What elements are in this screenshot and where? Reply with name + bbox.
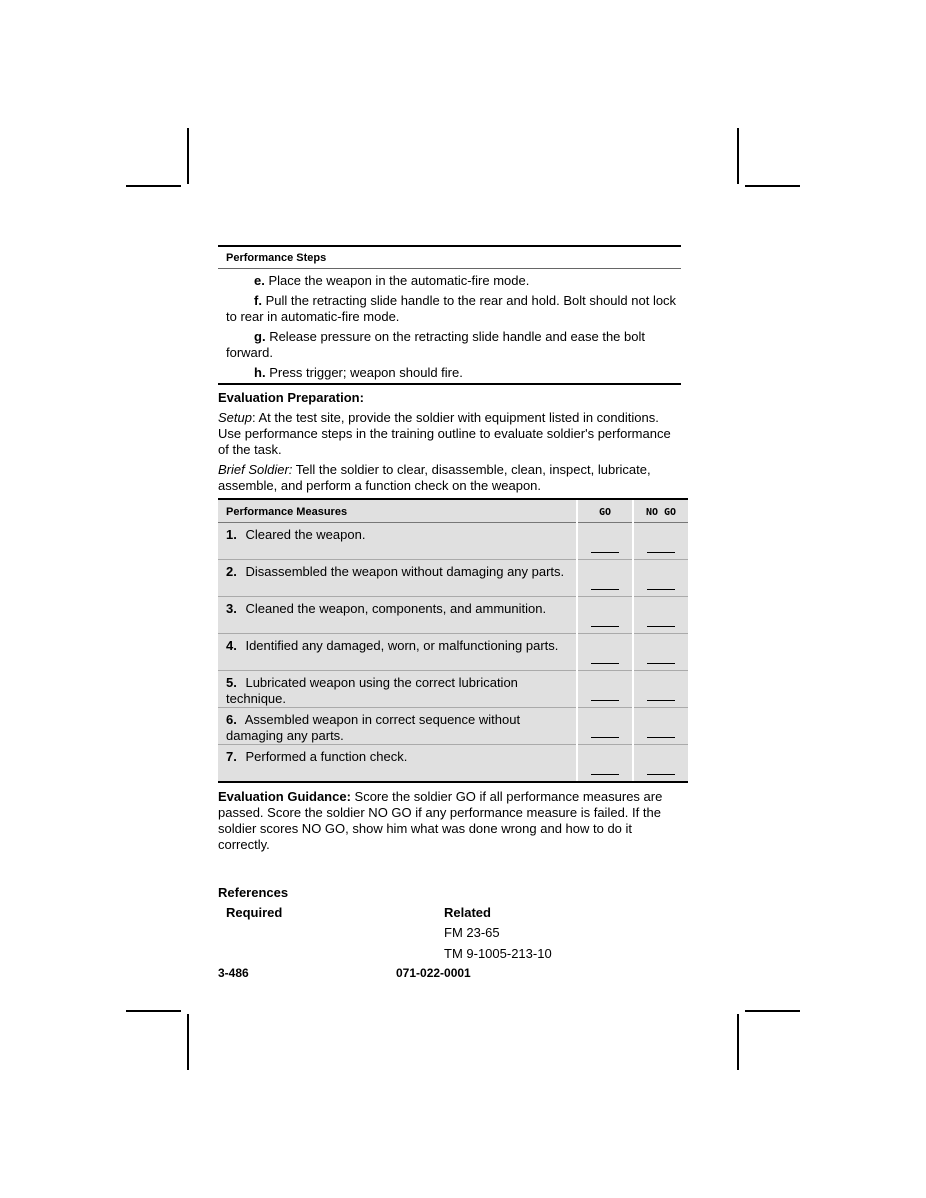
go-score-blank[interactable]: [577, 708, 633, 745]
go-score-blank[interactable]: [577, 745, 633, 783]
measure-description: [218, 523, 577, 560]
measure-number: 6.: [226, 712, 237, 727]
references-heading: References: [218, 885, 289, 900]
measure-text: Identified any damaged, worn, or malfunctioning parts.: [245, 638, 559, 653]
go-score-blank[interactable]: [577, 560, 633, 597]
measure-text: Disassembled the weapon without damaging any parts.: [245, 564, 565, 579]
measure-number: 3.: [226, 601, 237, 616]
measure-row: [218, 671, 688, 708]
page-content: [218, 245, 688, 969]
measures-header: Performance Measures: [218, 499, 577, 523]
page-number: 3-486: [218, 966, 249, 980]
go-score-blank[interactable]: [577, 634, 633, 671]
nogo-column-header: NO GO: [633, 499, 688, 523]
measure-text: Lubricated weapon using the correct lubrication technique.: [226, 675, 518, 706]
measure-text: Cleared the weapon.: [245, 527, 366, 542]
performance-steps-list: [218, 273, 681, 381]
performance-steps-section: [218, 245, 681, 385]
evaluation-preparation-heading: Evaluation Preparation:: [218, 390, 364, 405]
measure-number: 1.: [226, 527, 237, 542]
blank-line: [647, 737, 675, 738]
measure-number: 7.: [226, 749, 237, 764]
crop-mark-bottom-left-horizontal: [126, 1010, 181, 1012]
section-divider: [218, 383, 681, 385]
crop-mark-top-left-vertical: [187, 128, 189, 184]
measure-description: [218, 634, 577, 671]
brief-soldier-paragraph: [218, 462, 683, 494]
measure-text: Assembled weapon in correct sequence without damaging any parts.: [226, 712, 521, 743]
nogo-score-blank[interactable]: [633, 634, 688, 671]
blank-line: [591, 663, 619, 664]
nogo-score-blank[interactable]: [633, 523, 688, 560]
performance-step: [218, 293, 681, 325]
step-text: Place the weapon in the automatic-fire mode.: [268, 273, 530, 288]
measure-row: [218, 708, 688, 745]
measure-row: [218, 745, 688, 783]
measure-row: [218, 634, 688, 671]
blank-line: [647, 700, 675, 701]
blank-line: [647, 589, 675, 590]
step-letter: g.: [254, 329, 266, 344]
related-label: Related: [444, 905, 491, 920]
measure-number: 2.: [226, 564, 237, 579]
related-reference: TM 9-1005-213-10: [444, 946, 552, 961]
performance-step: [218, 329, 681, 361]
nogo-score-blank[interactable]: [633, 597, 688, 634]
nogo-score-blank[interactable]: [633, 671, 688, 708]
crop-mark-top-right-vertical: [737, 128, 739, 184]
setup-label: Setup: [218, 410, 252, 425]
step-letter: h.: [254, 365, 266, 380]
step-letter: e.: [254, 273, 265, 288]
step-letter: f.: [254, 293, 262, 308]
blank-line: [591, 737, 619, 738]
related-list: [218, 925, 688, 969]
nogo-score-blank[interactable]: [633, 745, 688, 783]
evaluation-guidance-label: Evaluation Guidance:: [218, 789, 351, 804]
evaluation-guidance-paragraph: [218, 789, 683, 853]
measure-text: Cleaned the weapon, components, and ammunition.: [245, 601, 547, 616]
setup-text: : At the test site, provide the soldier with equipment listed in conditions. Use performance steps in the training outline to evaluate soldier's performance of the task.: [218, 410, 671, 457]
blank-line: [647, 552, 675, 553]
measure-text: Performed a function check.: [245, 749, 408, 764]
blank-line: [647, 626, 675, 627]
measure-description: [218, 708, 577, 745]
blank-line: [647, 663, 675, 664]
task-number: 071-022-0001: [396, 966, 471, 980]
measures-body: [218, 523, 688, 783]
performance-step: [218, 273, 681, 289]
measure-description: [218, 597, 577, 634]
measure-row: [218, 560, 688, 597]
blank-line: [591, 552, 619, 553]
brief-soldier-label: Brief Soldier:: [218, 462, 293, 477]
go-column-header: GO: [577, 499, 633, 523]
performance-measures-table: [218, 498, 688, 783]
go-score-blank[interactable]: [577, 523, 633, 560]
measure-description: [218, 671, 577, 708]
measure-row: [218, 523, 688, 560]
crop-mark-bottom-left-vertical: [187, 1014, 189, 1070]
measure-row: [218, 597, 688, 634]
blank-line: [591, 589, 619, 590]
references-columns: [218, 905, 688, 925]
go-score-blank[interactable]: [577, 597, 633, 634]
blank-line: [647, 774, 675, 775]
blank-line: [591, 626, 619, 627]
blank-line: [591, 700, 619, 701]
step-text: Release pressure on the retracting slide handle and ease the bolt forward.: [226, 329, 645, 360]
step-text: Press trigger; weapon should fire.: [269, 365, 463, 380]
crop-mark-bottom-right-horizontal: [745, 1010, 800, 1012]
measure-description: [218, 560, 577, 597]
nogo-score-blank[interactable]: [633, 708, 688, 745]
measure-number: 5.: [226, 675, 237, 690]
performance-steps-header: Performance Steps: [218, 245, 681, 269]
step-text: Pull the retracting slide handle to the rear and hold. Bolt should not lock to rear in automatic-fire mode.: [226, 293, 677, 324]
nogo-score-blank[interactable]: [633, 560, 688, 597]
setup-paragraph: [218, 410, 683, 458]
measures-header-row: [218, 499, 688, 523]
crop-mark-top-right-horizontal: [745, 185, 800, 187]
related-reference: FM 23-65: [444, 925, 500, 940]
performance-step: [218, 365, 681, 381]
required-label: Required: [226, 905, 283, 920]
measure-description: [218, 745, 577, 783]
brief-soldier-text: Tell the soldier to clear, disassemble, clean, inspect, lubricate, assemble, and perform a function check on the weapon.: [218, 462, 651, 493]
go-score-blank[interactable]: [577, 671, 633, 708]
measure-number: 4.: [226, 638, 237, 653]
evaluation-guidance-text: Score the soldier GO if all performance measures are passed. Score the soldier NO GO if any performance measure is failed. If the soldier scores NO GO, show him what was done wrong and how to do it correctly.: [218, 789, 663, 852]
references-section: [218, 885, 688, 969]
crop-mark-top-left-horizontal: [126, 185, 181, 187]
crop-mark-bottom-right-vertical: [737, 1014, 739, 1070]
blank-line: [591, 774, 619, 775]
